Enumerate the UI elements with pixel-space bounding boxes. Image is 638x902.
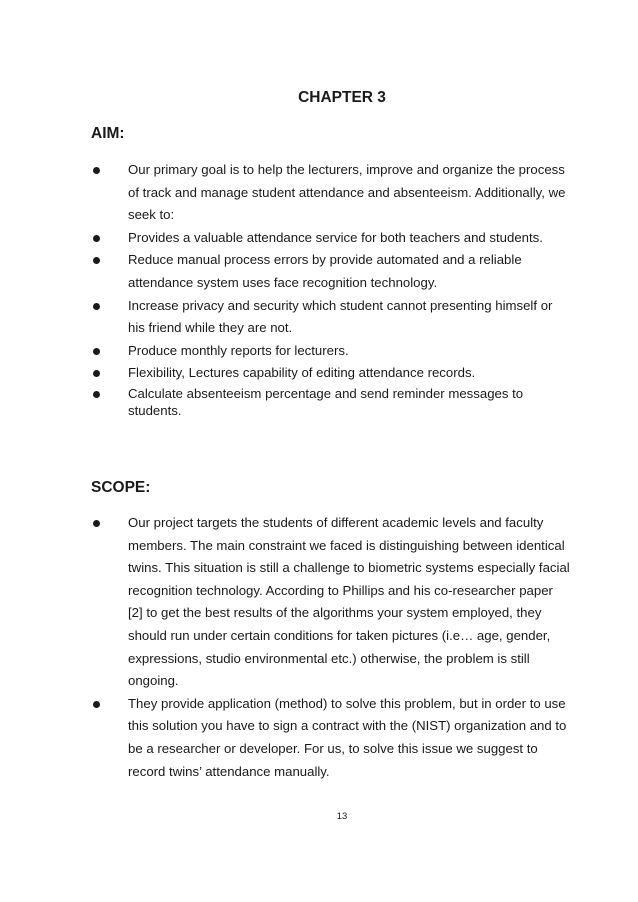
- aim-item-text: Calculate absenteeism percentage and send reminder messages to students.: [128, 385, 524, 418]
- aim-item-4: [91, 295, 571, 340]
- bullet-icon: [93, 303, 100, 310]
- bullet-icon: [93, 348, 100, 355]
- page-number: 13: [336, 811, 348, 822]
- bullet-icon: [93, 701, 100, 708]
- aim-item-text: Produce monthly reports for lecturers.: [128, 342, 349, 358]
- scope-item-1: [91, 512, 571, 693]
- aim-list: [91, 159, 571, 419]
- aim-item-2: [91, 227, 571, 250]
- aim-item-text: Provides a valuable attendance service for both teachers and students.: [128, 229, 543, 245]
- chapter-title: CHAPTER 3: [298, 89, 386, 106]
- aim-item-text: Increase privacy and security which student cannot presenting himself or his friend while they are not.: [128, 297, 553, 336]
- bullet-icon: [93, 520, 100, 527]
- bullet-icon: [93, 391, 100, 398]
- aim-item-text: Flexibility, Lectures capability of editing attendance records.: [128, 365, 476, 381]
- aim-heading: AIM:: [91, 125, 125, 142]
- aim-item-text: Our primary goal is to help the lecturers, improve and organize the process of track and manage student attendance and absenteeism. Additionally, we seek to:: [128, 162, 566, 223]
- aim-item-1: [91, 159, 571, 227]
- scope-item-2: [91, 693, 571, 783]
- aim-item-5: [91, 340, 571, 363]
- bullet-icon: [93, 370, 100, 377]
- aim-item-text: Reduce manual process errors by provide automated and a reliable attendance system uses face recognition technology.: [128, 252, 522, 290]
- aim-item-6: [91, 362, 571, 385]
- bullet-icon: [93, 235, 100, 242]
- aim-item-7: [91, 385, 571, 419]
- scope-list: [91, 512, 571, 783]
- scope-item-text: They provide application (method) to solve this problem, but in order to use this solution you have to sign a contract with the (NIST) organization and to be a researcher or developer. For us, to solve this issue we suggest to record twins’ attendance manually.: [128, 695, 567, 779]
- bullet-icon: [93, 167, 100, 174]
- scope-item-text: Our project targets the students of different academic levels and faculty members. The main constraint we faced is distinguishing between identical twins. This situation is still a challenge to biometric systems especially facial recognition technology. According to Phillips and his co-researcher paper [2] to get the best results of the algorithms your system employed, they should run under certain conditions for taken pictures (i.e… age, gender, expressions, studio environmental etc.) otherwise, the problem is still ongoing.: [128, 515, 570, 689]
- scope-heading: SCOPE:: [91, 479, 151, 496]
- bullet-icon: [93, 257, 100, 264]
- aim-item-3: [91, 249, 571, 294]
